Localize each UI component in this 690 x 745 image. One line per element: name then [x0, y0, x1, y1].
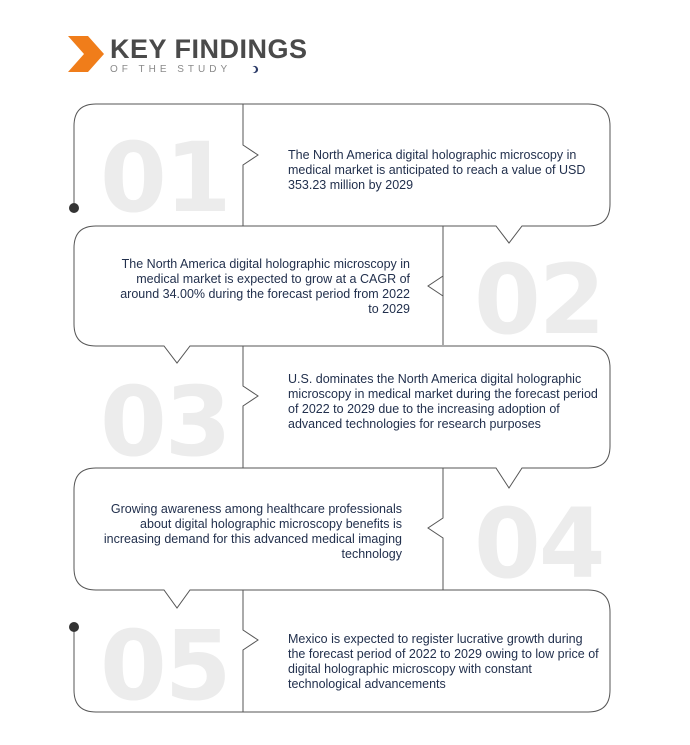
finding-number: 04: [474, 488, 604, 600]
finding-number: 01: [100, 122, 230, 234]
finding-text: Growing awareness among healthcare professionals about digital holographic microscopy benefits is increasing demand for this advanced medical imaging technology: [103, 502, 402, 561]
finding-number: 03: [100, 366, 230, 478]
timeline-dot-end: [69, 622, 79, 632]
timeline-dot-start: [69, 203, 79, 213]
page-title: KEY FINDINGS: [110, 34, 308, 64]
finding-number: 05: [100, 610, 230, 722]
page-subtitle: OF THE STUDY: [110, 64, 232, 75]
finding-text: Mexico is expected to register lucrative growth during the forecast period of 2022 to 2029 owing to low price of digital holographic microscopy with constant technological advancements: [288, 632, 599, 691]
finding-number: 02: [474, 244, 604, 356]
finding-text: The North America digital holographic microscopy in medical market is expected to grow at a CAGR of around 34.00% during the forecast period from 2022 to 2029: [120, 257, 410, 316]
finding-text: The North America digital holographic microscopy in medical market is anticipated to reach a value of USD 353.23 million by 2029: [288, 148, 586, 192]
finding-text: U.S. dominates the North America digital holographic microscopy in medical market during the forecast period of 2022 to 2029 due to the increasing adoption of advanced technologies for research purposes: [288, 372, 598, 431]
